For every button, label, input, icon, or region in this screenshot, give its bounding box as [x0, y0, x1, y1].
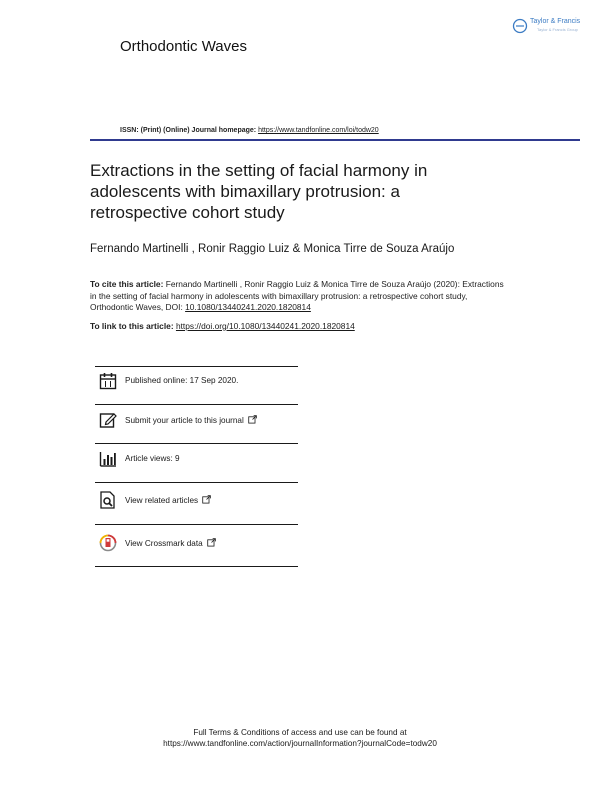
article-doi-url-link[interactable]: https://doi.org/10.1080/13440241.2020.1820814 [175, 321, 355, 331]
related-articles-label: View related articles [125, 496, 199, 505]
publisher-logo-icon [512, 18, 528, 34]
submit-article-link[interactable] [125, 415, 257, 425]
header-rule [90, 139, 580, 141]
info-box-divider [95, 443, 298, 444]
related-articles-row[interactable] [95, 491, 298, 511]
crossmark-icon [99, 534, 117, 552]
info-box-divider [95, 524, 298, 525]
info-box-divider [95, 482, 298, 483]
external-link-icon [207, 538, 216, 547]
crossmark-row[interactable] [95, 534, 298, 554]
footer-terms-link[interactable]: https://www.tandfonline.com/action/journalInformation?journalCode=todw20 [163, 739, 437, 748]
citation-label: To cite this article: [90, 279, 164, 289]
submit-article-row[interactable] [95, 411, 298, 431]
bar-chart-icon [99, 450, 117, 468]
citation-doi-link[interactable]: 10.1080/13440241.2020.1820814 [185, 302, 311, 312]
journal-homepage-link[interactable]: https://www.tandfonline.com/loi/todw20 [258, 127, 379, 134]
external-link-icon [202, 495, 211, 504]
info-box-top-rule [95, 366, 298, 367]
journal-name: Orthodontic Waves [120, 38, 247, 55]
publisher-logo-text: Taylor & Francis [530, 18, 581, 25]
info-box-divider [95, 404, 298, 405]
related-articles-link[interactable] [125, 495, 211, 505]
external-link-icon [248, 415, 257, 424]
crossmark-label: View Crossmark data [125, 539, 203, 548]
published-online-row [95, 372, 298, 392]
citation-text: Fernando Martinelli , Ronir Raggio Luiz & Monica Tirre de Souza Araújo (2020): Extractions in the setting of facial harmony in adolescents with bimaxillary protrusion: a retrospective cohort study, Orthodontic Waves, DOI: [90, 279, 504, 312]
info-box-bottom-rule [95, 566, 298, 567]
publisher-logo[interactable] [510, 16, 582, 38]
article-info-box [95, 366, 298, 571]
citation-block [90, 279, 510, 314]
footer-terms-text: Full Terms & Conditions of access and use can be found at [193, 728, 407, 737]
article-views-label: Article views: 9 [125, 454, 180, 463]
published-online-label: Published online: 17 Sep 2020. [125, 376, 239, 385]
calendar-icon [99, 372, 117, 390]
submit-article-label: Submit your article to this journal [125, 416, 244, 425]
footer-terms [0, 727, 600, 749]
document-search-icon [99, 491, 117, 509]
publisher-tagline: Taylor & Francis Group [537, 27, 578, 32]
article-link-label: To link to this article: [90, 321, 174, 331]
edit-icon [99, 411, 117, 429]
issn-label: ISSN: (Print) (Online) Journal homepage: [120, 127, 257, 134]
issn-line [120, 127, 379, 134]
article-authors: Fernando Martinelli , Ronir Raggio Luiz & Monica Tirre de Souza Araújo [90, 243, 455, 255]
article-link-block [90, 321, 355, 331]
article-views-row [95, 450, 298, 470]
crossmark-link[interactable] [125, 538, 216, 548]
article-title: Extractions in the setting of facial harmony in adolescents with bimaxillary protrusion: a retrospective cohort study [90, 161, 428, 222]
